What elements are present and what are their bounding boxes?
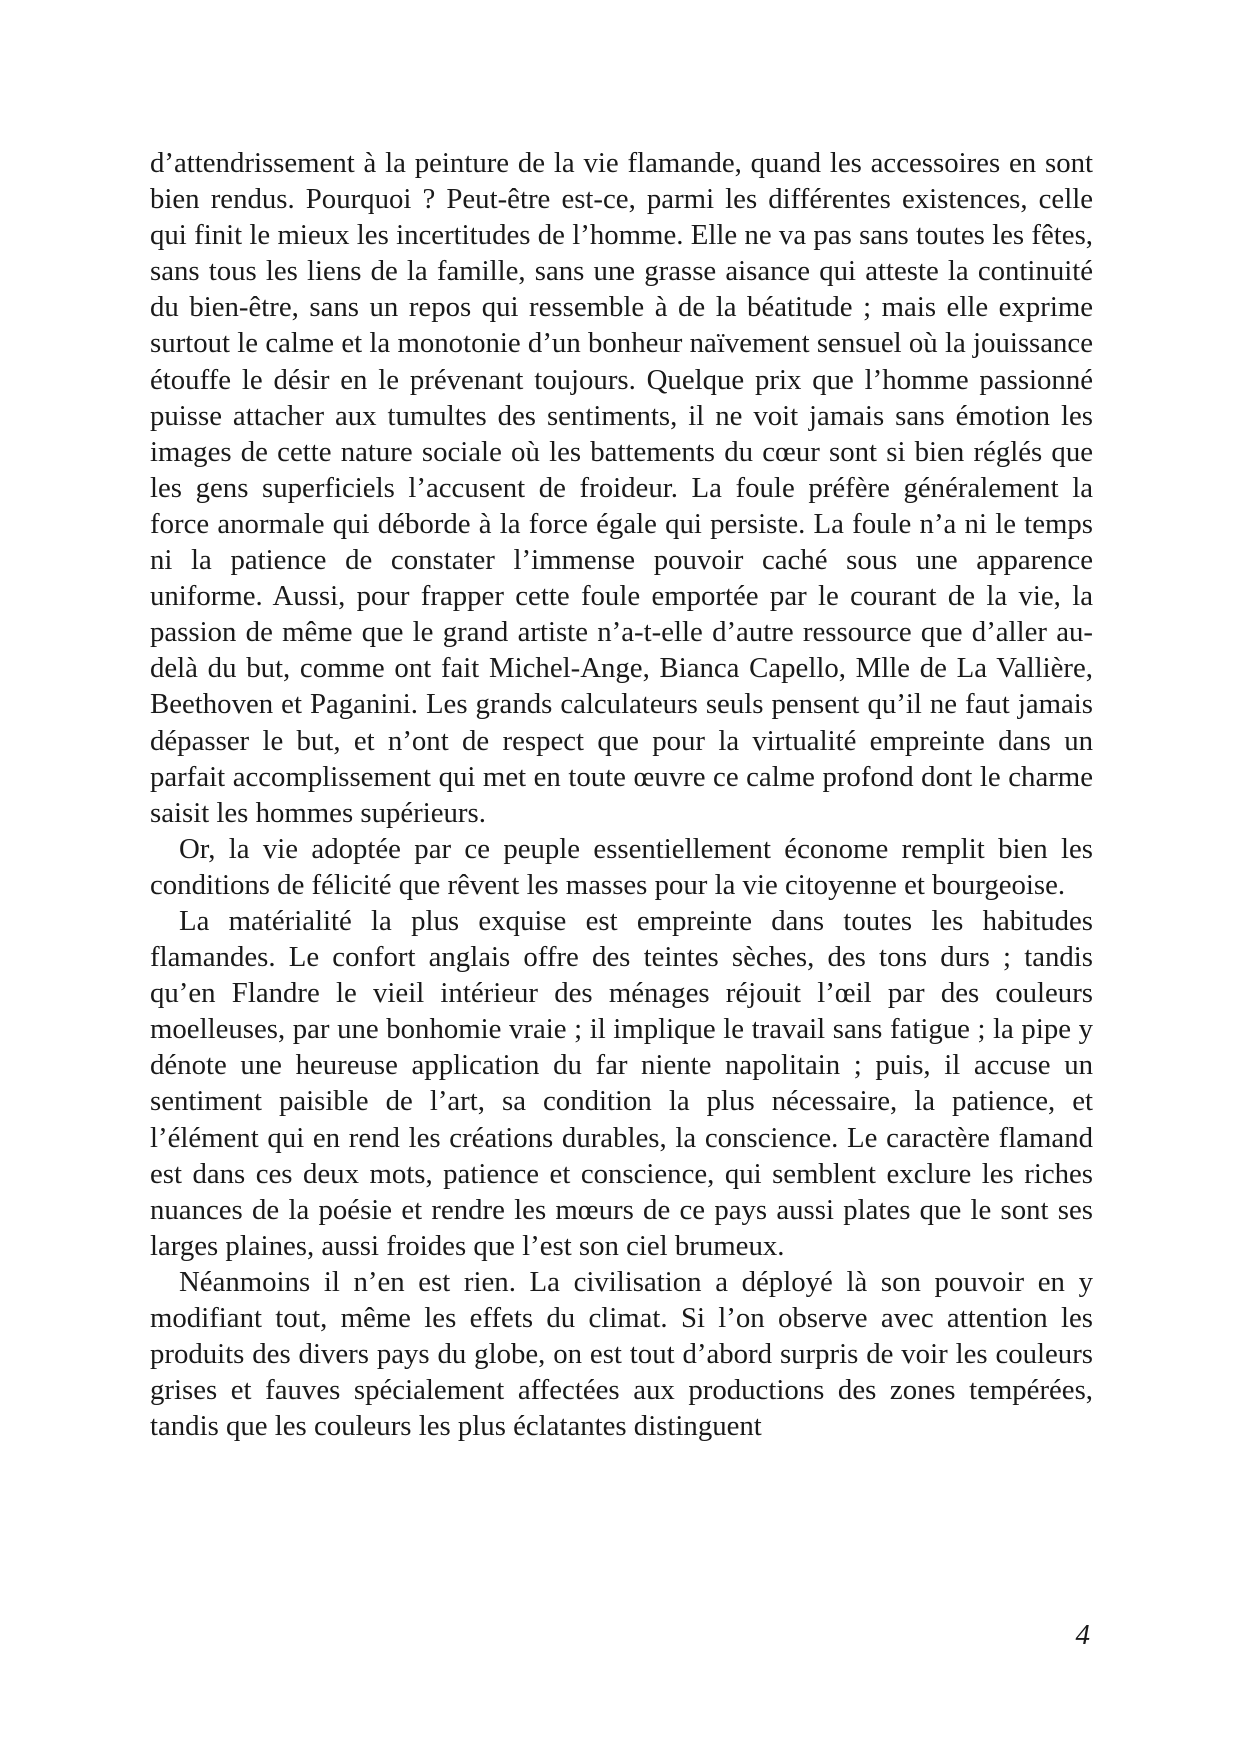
paragraph-1: d’attendrissement à la peinture de la vie flamande, quand les accessoires en sont bien rendus. Pourquoi ? Peut-être est-ce, parmi les différentes existences, celle qui finit le mieux les incertitudes de l’homme. Elle ne va pas sans toutes les fêtes, sans tous les liens de la famille, sans une grasse aisance qui atteste la continuité du bien-être, sans un repos qui ressemble à de la béatitude ; mais elle exprime surtout le calme et la monotonie d’un bonheur naïvement sensuel où la jouissance étouffe le désir en le prévenant toujours. Quelque prix que l’homme passionné puisse attacher aux tumultes des sentiments, il ne voit jamais sans émotion les images de cette nature sociale où les battements du cœur sont si bien réglés que les gens superficiels l’accusent de froideur. La foule préfère généralement la force anormale qui déborde à la force égale qui persiste. La foule n’a ni le temps ni la patience de constater l’immense pouvoir caché sous une apparence uniforme. Aussi, pour frapper cette foule emportée par le courant de la vie, la passion de même que le grand artiste n’a-t-elle d’autre ressource que d’aller au-delà du but, comme ont fait Michel-Ange, Bianca Capello, Mlle de La Vallière, Beethoven et Paganini. Les grands calculateurs seuls pensent qu’il ne faut jamais dépasser le but, et n’ont de respect que pour la virtualité empreinte dans un parfait accomplissement qui met en toute œuvre ce calme profond dont le charme saisit les hommes supérieurs. bbox=[150, 147, 1093, 829]
paragraph-2: Or, la vie adoptée par ce peuple essentiellement économe remplit bien les conditions de félicité que rêvent les masses pour la vie citoyenne et bourgeoise. bbox=[150, 832, 1093, 901]
body-text bbox=[150, 145, 1093, 1444]
paragraph-3: La matérialité la plus exquise est empreinte dans toutes les habitudes flamandes. Le confort anglais offre des teintes sèches, des tons durs ; tandis qu’en Flandre le vieil intérieur des ménages réjouit l’œil par des couleurs moelleuses, par une bonhomie vraie ; il implique le travail sans fatigue ; la pipe y dénote une heureuse application du far niente napolitain ; puis, il accuse un sentiment paisible de l’art, sa condition la plus nécessaire, la patience, et l’élément qui en rend les créations durables, la conscience. Le caractère flamand est dans ces deux mots, patience et conscience, qui semblent exclure les riches nuances de la poésie et rendre les mœurs de ce pays aussi plates que le sont ses larges plaines, aussi froides que l’est son ciel brumeux. bbox=[150, 904, 1093, 1262]
paragraph-4: Néanmoins il n’en est rien. La civilisation a déployé là son pouvoir en y modifiant tout, même les effets du climat. Si l’on observe avec attention les produits des divers pays du globe, on est tout d’abord surpris de voir les couleurs grises et fauves spécialement affectées aux productions des zones tempérées, tandis que les couleurs les plus éclatantes distinguent bbox=[150, 1265, 1093, 1443]
page-number: 4 bbox=[1075, 1619, 1090, 1651]
